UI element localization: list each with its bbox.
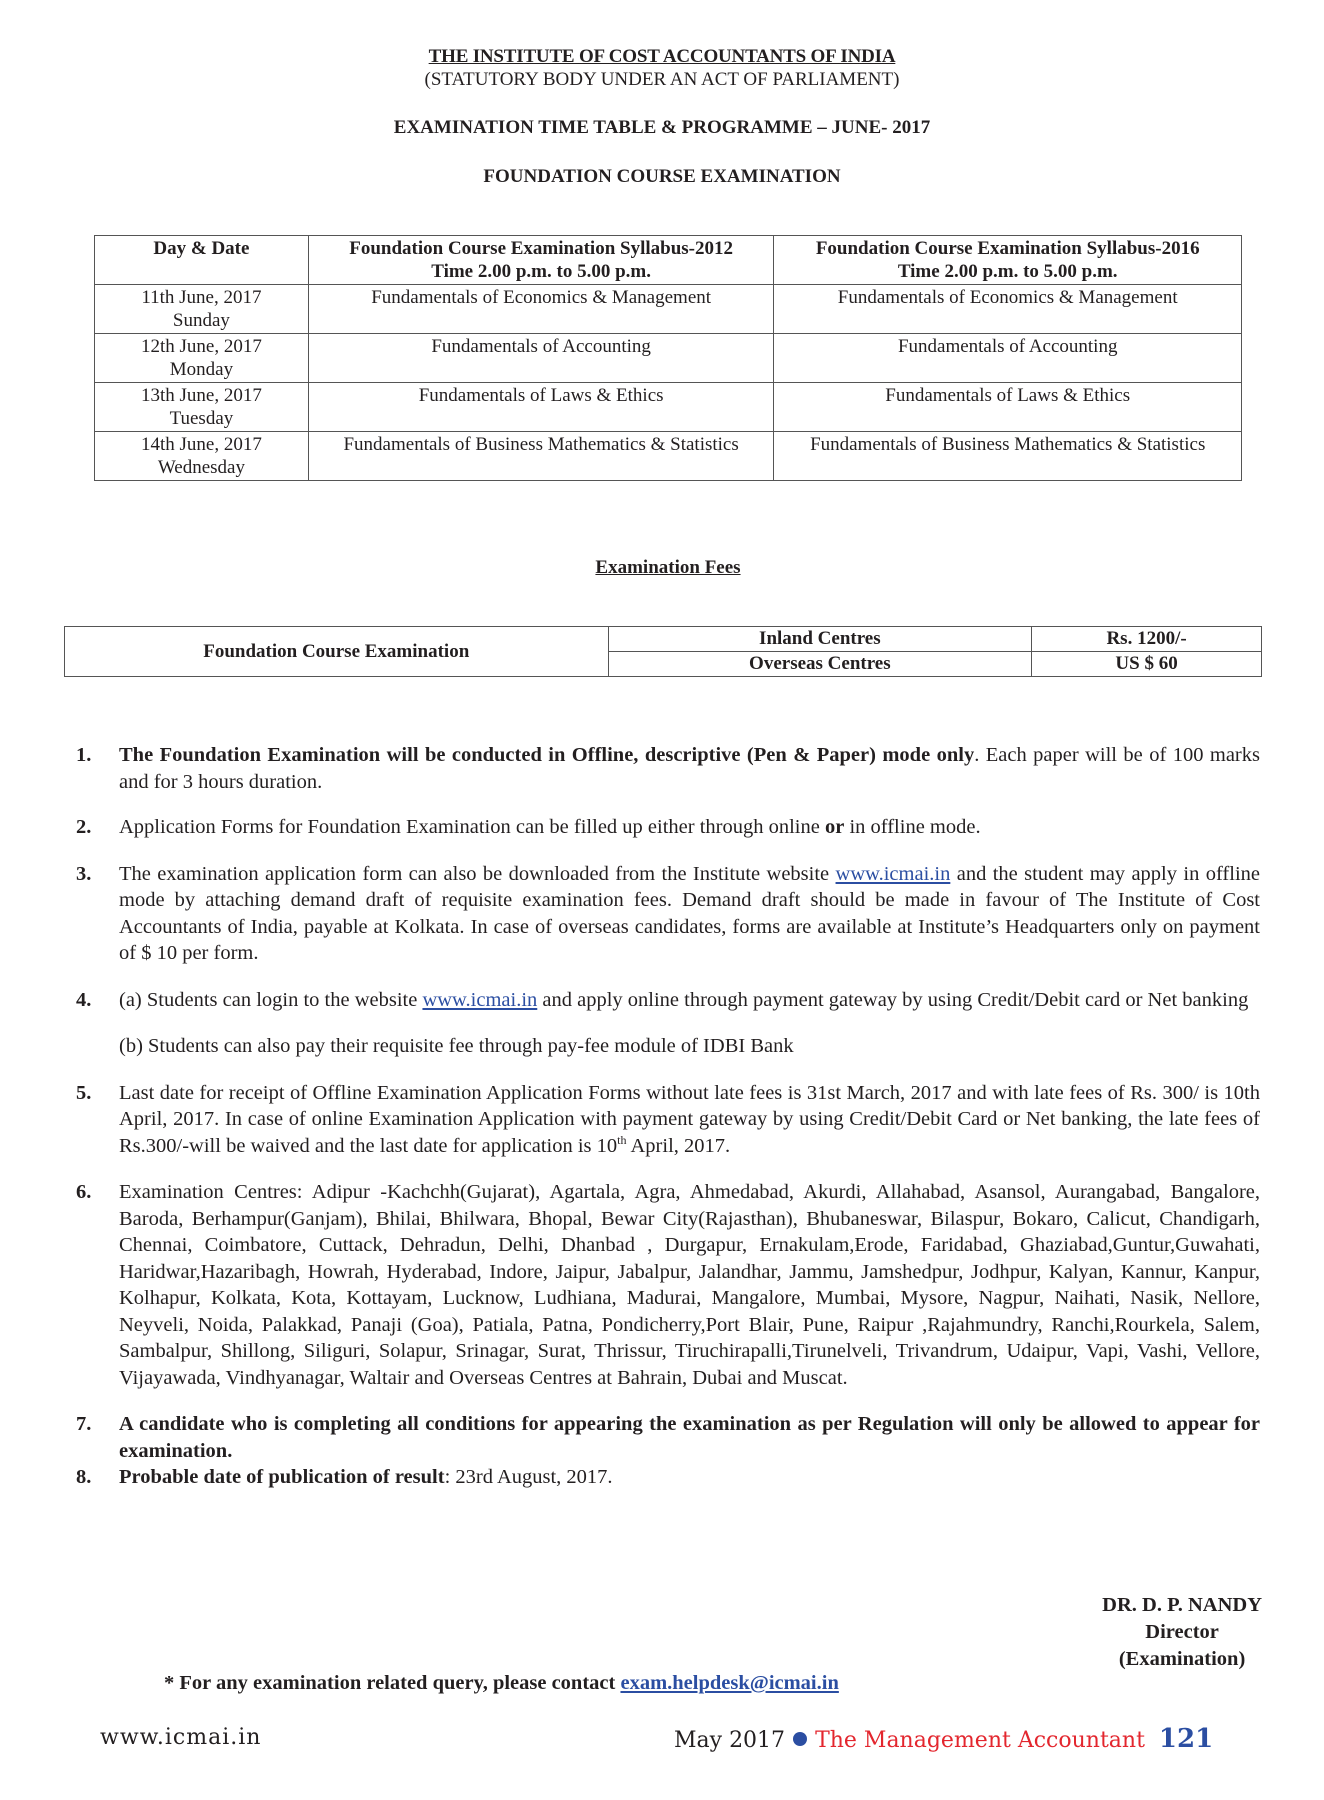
table-row (65, 627, 1262, 652)
query-note: * For any examination related query, please contact exam.helpdesk@icmai.in (164, 1672, 839, 1694)
bullet-dot-icon (793, 1732, 807, 1746)
exam-timetable (94, 235, 1242, 481)
footer-website: www.icmai.in (100, 1725, 262, 1750)
syllabus-2012-cell: Fundamentals of Laws & Ethics (308, 383, 774, 432)
footer-issue-info (674, 1724, 1213, 1754)
document-title: EXAMINATION TIME TABLE & PROGRAMME – JUNE- 2017 (393, 117, 931, 138)
syllabus-2016-cell: Fundamentals of Accounting (774, 334, 1242, 383)
table-row (95, 285, 1242, 334)
col-header-syllabus-2016: Foundation Course Examination Syllabus-2016 Time 2.00 p.m. to 5.00 p.m. (774, 236, 1242, 285)
course-title: FOUNDATION COURSE EXAMINATION (483, 166, 841, 187)
institute-name: THE INSTITUTE OF COST ACCOUNTANTS OF INDIA (428, 46, 896, 67)
list-item: 1. The Foundation Examination will be conducted in Offline, descriptive (Pen & Paper) mode only. Each paper will be of 100 marks and for 3 hours duration. (76, 744, 1260, 793)
syllabus-2016-cell: Fundamentals of Laws & Ethics (774, 383, 1242, 432)
signatory-name: DR. D. P. NANDY (1102, 1594, 1262, 1616)
table-row (95, 334, 1242, 383)
list-item: 5. Last date for receipt of Offline Examination Application Forms without late fees is 31st March, 2017 and with late fees of Rs. 300/ is 10th April, 2017. In case of online Examination Application with payment gateway by using Credit/Debit Card or Net banking, the late fees of Rs.300/-will be waived and the last date for application is 10th April, 2017. (76, 1081, 1260, 1157)
footer-magazine-name: The Management Accountant (815, 1728, 1145, 1753)
fees-amount: Rs. 1200/- (1032, 627, 1262, 652)
fees-table (64, 626, 1262, 677)
syllabus-2016-cell: Fundamentals of Business Mathematics & Statistics (774, 432, 1242, 481)
signatory-dept: (Examination) (1118, 1648, 1246, 1670)
day-date-cell: 13th June, 2017 Tuesday (95, 383, 309, 432)
timetable-header-row (95, 236, 1242, 285)
website-link[interactable]: www.icmai.in (835, 862, 951, 885)
footer-issue-date: May 2017 (674, 1728, 786, 1753)
day-date-cell: 12th June, 2017 Monday (95, 334, 309, 383)
syllabus-2012-cell: Fundamentals of Business Mathematics & Statistics (308, 432, 774, 481)
list-item: 4. (a) Students can login to the website www.icmai.in and apply online through payment gateway by using Credit/Debit card or Net banking (b) Students can also pay their requisite fee through pay-fee module of IDBI Bank (76, 988, 1249, 1057)
signatory-title: Director (1145, 1621, 1219, 1643)
instructions-list (76, 742, 1260, 1491)
list-item: 7. A candidate who is completing all conditions for appearing the examination as per Regulation will only be allowed to appear for examination. (76, 1413, 1260, 1462)
list-item: 2. Application Forms for Foundation Examination can be filled up either through online or in offline mode. (76, 816, 981, 838)
table-row (95, 383, 1242, 432)
helpdesk-email-link[interactable]: exam.helpdesk@icmai.in (620, 1672, 839, 1694)
fees-centre: Inland Centres (608, 627, 1032, 652)
day-date-cell: 11th June, 2017 Sunday (95, 285, 309, 334)
institute-subtitle: (STATUTORY BODY UNDER AN ACT OF PARLIAMENT) (424, 69, 900, 90)
page-number: 121 (1158, 1724, 1214, 1754)
signature-block (1102, 1592, 1262, 1673)
fees-heading: Examination Fees (595, 557, 741, 578)
list-item: 6. Examination Centres: Adipur -Kachchh(Gujarat), Agartala, Agra, Ahmedabad, Akurdi, Allahabad, Asansol, Aurangabad, Bangalore, Baroda, Berhampur(Ganjam), Bhilai, Bhilwara, Bhopal, Bewar City(Rajasthan), Bhubaneswar, Bilaspur, Bokaro, Calicut, Chandigarh, Chennai, Coimbatore, Cuttack, Dehradun, Delhi, Dhanbad , Durgapur, Ernakulam,Erode, Faridabad, Ghaziabad,Guntur,Guwahati, Haridwar,Hazaribagh, Howrah, Hyderabad, Indore, Jaipur, Jabalpur, Jalandhar, Jammu, Jamshedpur, Jodhpur, Kalyan, Kannur, Kanpur, Kolhapur, Kolkata, Kota, Kottayam, Lucknow, Ludhiana, Madurai, Mangalore, Mumbai, Mysore, Nagpur, Naihati, Nasik, Nellore, Neyveli, Noida, Palakkad, Panaji (Goa), Patiala, Patna, Pondicherry,Port Blair, Pune, Raipur ,Rajahmundry, Ranchi,Rourkela, Salem, Sambalpur, Shillong, Siliguri, Solapur, Srinagar, Surat, Thrissur, Tiruchirapalli,Tirunelveli, Trivandrum, Udaipur, Vapi, Vashi, Vellore, Vijayawada, Vindhyanagar, Waltair and Overseas Centres at Bahrain, Dubai and Muscat. (76, 1181, 1260, 1389)
fees-exam-name: Foundation Course Examination (65, 627, 609, 677)
fees-centre: Overseas Centres (608, 652, 1032, 677)
syllabus-2012-cell: Fundamentals of Economics & Management (308, 285, 774, 334)
col-header-syllabus-2012: Foundation Course Examination Syllabus-2012 Time 2.00 p.m. to 5.00 p.m. (308, 236, 774, 285)
website-link[interactable]: www.icmai.in (422, 988, 538, 1011)
list-item: 8. Probable date of publication of result: 23rd August, 2017. (76, 1466, 613, 1488)
fees-amount: US $ 60 (1032, 652, 1262, 677)
table-row (95, 432, 1242, 481)
syllabus-2012-cell: Fundamentals of Accounting (308, 334, 774, 383)
day-date-cell: 14th June, 2017 Wednesday (95, 432, 309, 481)
syllabus-2016-cell: Fundamentals of Economics & Management (774, 285, 1242, 334)
col-header-day-date: Day & Date (95, 236, 309, 285)
list-item: 3. The examination application form can also be downloaded from the Institute website www.icmai.in and the student may apply in offline mode by attaching demand draft of requisite examination fees. Demand draft should be made in favour of The Institute of Cost Accountants of India, payable at Kolkata. In case of overseas candidates, forms are available at Institute’s Headquarters only on payment of $ 10 per form. (76, 862, 1260, 964)
